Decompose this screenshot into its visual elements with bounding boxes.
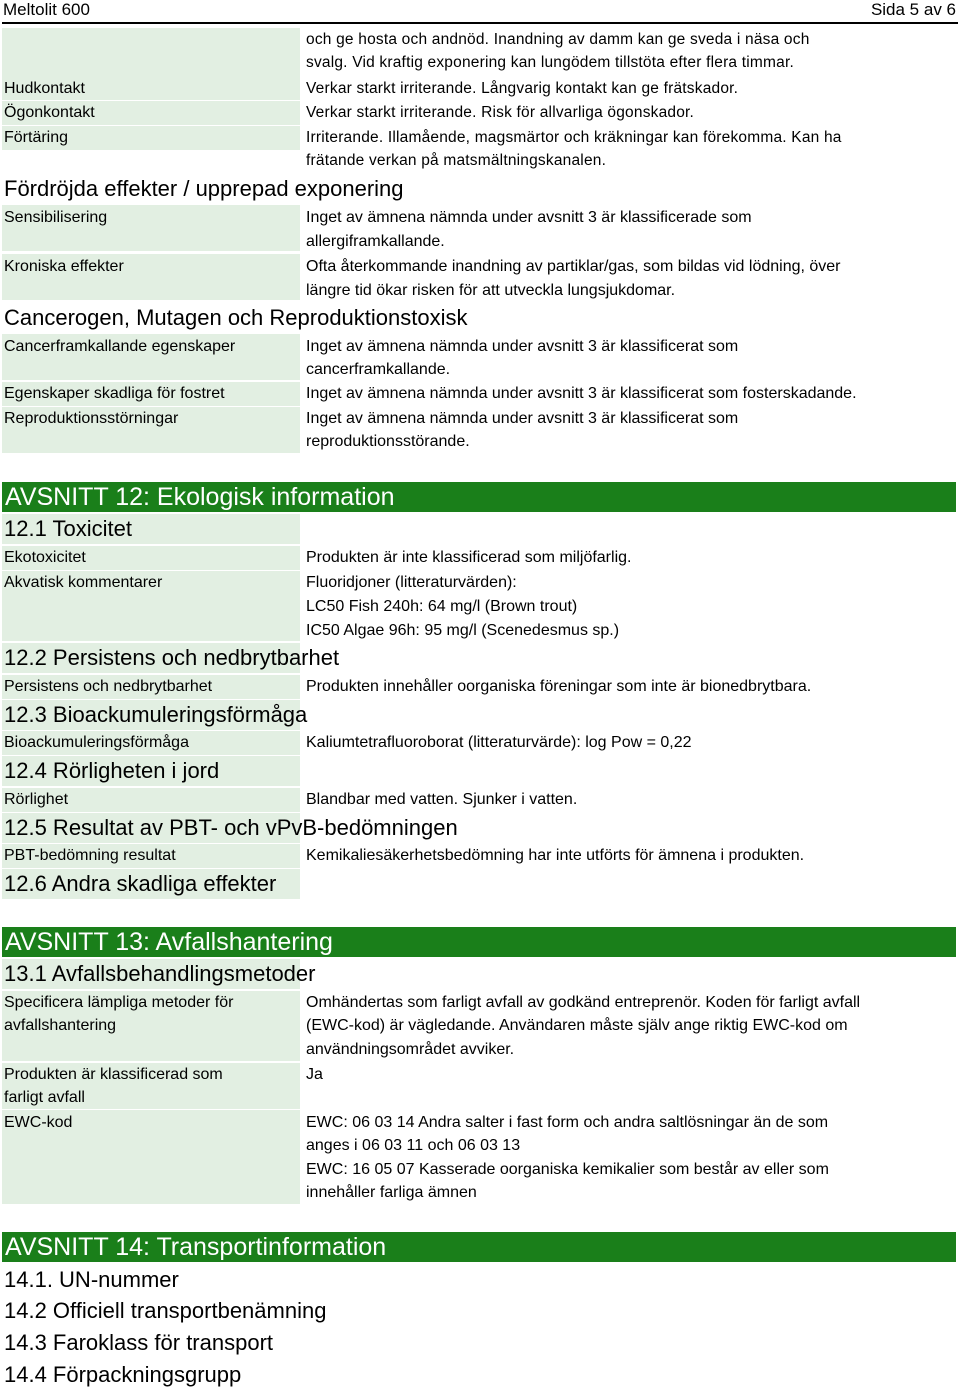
value-ewc-3: EWC: 16 05 07 Kasserade oorganiska kemikalier som består av eller som: [306, 1161, 829, 1178]
value-fortaring-1: Irriterande. Illamående, magsmärtor och kräkningar kan förekomma. Kan ha: [306, 129, 842, 146]
label-reproduktion: Reproduktionsstörningar: [4, 410, 179, 427]
value-hudkontakt: Verkar starkt irriterande. Långvarig kontakt kan ge frätskador.: [306, 80, 739, 97]
value-metoder-2: (EWC-kod) är vägledande. Användaren måste själv ange riktig EWC-kod om: [306, 1017, 848, 1034]
heading-12-2: 12.2 Persistens och nedbrytbarhet: [4, 645, 340, 670]
value-fostret: Inget av ämnena nämnda under avsnitt 3 är klassificerat som fosterskadande.: [306, 385, 857, 402]
value-metoder-1: Omhändertas som farligt avfall av godkänd entreprenör. Koden för farligt avfall: [306, 994, 861, 1011]
heading-12-6: 12.6 Andra skadliga effekter: [4, 871, 277, 896]
value-metoder-3: användningsområdet avviker.: [306, 1041, 515, 1058]
value-kroniska-2: längre tid ökar risken för att utveckla lungsjukdomar.: [306, 282, 676, 299]
heading-delayed-effects: Fördröjda effekter / upprepad exponering: [4, 176, 404, 201]
value-sensibilisering-2: allergiframkallande.: [306, 233, 445, 250]
label-hudkontakt: Hudkontakt: [4, 80, 85, 97]
intro-line-1: och ge hosta och andnöd. Inandning av damm kan ge sveda i näsa och: [306, 31, 810, 48]
value-akvatisk-1: Fluoridjoner (litteraturvärden):: [306, 574, 517, 591]
header-divider: [2, 22, 958, 24]
heading-12-4: 12.4 Rörligheten i jord: [4, 758, 220, 783]
label-farligt-2: farligt avfall: [4, 1089, 85, 1106]
value-akvatisk-2: LC50 Fish 240h: 64 mg/l (Brown trout): [306, 598, 578, 615]
value-cancer-1: Inget av ämnena nämnda under avsnitt 3 är klassificerat som: [306, 338, 739, 355]
label-ewc: EWC-kod: [4, 1114, 73, 1131]
document-title: Meltolit 600: [3, 0, 90, 19]
label-akvatisk: Akvatisk kommentarer: [4, 574, 163, 591]
section-13-title: AVSNITT 13: Avfallshantering: [2, 927, 956, 957]
value-rorlighet: Blandbar med vatten. Sjunker i vatten.: [306, 791, 578, 808]
value-ewc-1: EWC: 06 03 14 Andra salter i fast form och andra saltlösningar än de som: [306, 1114, 829, 1131]
value-bioackumulering: Kaliumtetrafluoroborat (litteraturvärde): log Pow = 0,22: [306, 734, 692, 751]
value-reproduktion-1: Inget av ämnena nämnda under avsnitt 3 är klassificerat som: [306, 410, 739, 427]
label-pbt: PBT-bedömning resultat: [4, 847, 176, 864]
label-farligt-1: Produkten är klassificerad som: [4, 1066, 223, 1083]
value-persistens: Produkten innehåller oorganiska föreningar som inte är bionedbrytbara.: [306, 678, 812, 695]
value-ewc-4: innehåller farliga ämnen: [306, 1184, 477, 1201]
label-bioackumulering: Bioackumuleringsförmåga: [4, 734, 189, 751]
label-cancer: Cancerframkallande egenskaper: [4, 338, 236, 355]
label-persistens: Persistens och nedbrytbarhet: [4, 678, 213, 695]
intro-line-2: svalg. Vid kraftig exponering kan lungödem tillstöta efter flera timmar.: [306, 54, 794, 71]
value-fortaring-2: frätande verkan på matsmältningskanalen.: [306, 152, 607, 169]
label-ogonkontakt: Ögonkontakt: [4, 104, 95, 121]
label-ekotoxicitet: Ekotoxicitet: [4, 549, 86, 566]
heading-14-3: 14.3 Faroklass för transport: [4, 1330, 274, 1355]
label-kroniska: Kroniska effekter: [4, 258, 124, 275]
label-rorlighet: Rörlighet: [4, 791, 69, 808]
heading-12-1: 12.1 Toxicitet: [4, 516, 133, 541]
value-ekotoxicitet: Produkten är inte klassificerad som miljöfarlig.: [306, 549, 632, 566]
label-cell-empty: [2, 28, 300, 76]
value-cancer-2: cancerframkallande.: [306, 361, 451, 378]
value-akvatisk-3: IC50 Algae 96h: 95 mg/l (Scenedesmus sp.): [306, 622, 620, 639]
section-14-title: AVSNITT 14: Transportinformation: [2, 1232, 956, 1262]
page-number: Sida 5 av 6: [870, 0, 956, 19]
label-metoder-2: avfallshantering: [4, 1017, 117, 1034]
value-kroniska-1: Ofta återkommande inandning av partiklar/gas, som bildas vid lödning, över: [306, 258, 841, 275]
heading-12-5: 12.5 Resultat av PBT- och vPvB-bedömningen: [4, 815, 458, 840]
value-sensibilisering-1: Inget av ämnena nämnda under avsnitt 3 är klassificerade som: [306, 209, 752, 226]
label-metoder-1: Specificera lämpliga metoder för: [4, 994, 234, 1011]
label-fostret: Egenskaper skadliga för fostret: [4, 385, 225, 402]
heading-cmr: Cancerogen, Mutagen och Reproduktionstoxisk: [4, 305, 468, 330]
value-reproduktion-2: reproduktionsstörande.: [306, 433, 470, 450]
heading-14-4: 14.4 Förpackningsgrupp: [4, 1362, 242, 1387]
label-sensibilisering: Sensibilisering: [4, 209, 108, 226]
value-pbt: Kemikaliesäkerhetsbedömning har inte utförts för ämnena i produkten.: [306, 847, 805, 864]
value-ewc-2: anges i 06 03 11 och 06 03 13: [306, 1137, 521, 1154]
heading-12-3: 12.3 Bioackumuleringsförmåga: [4, 702, 308, 727]
value-ogonkontakt: Verkar starkt irriterande. Risk för allvarliga ögonskador.: [306, 104, 695, 121]
heading-13-1: 13.1 Avfallsbehandlingsmetoder: [4, 961, 316, 986]
section-12-title: AVSNITT 12: Ekologisk information: [2, 482, 956, 512]
heading-14-1: 14.1. UN-nummer: [4, 1267, 179, 1292]
label-fortaring: Förtäring: [4, 129, 69, 146]
value-farligt: Ja: [306, 1066, 323, 1083]
heading-14-2: 14.2 Officiell transportbenämning: [4, 1298, 327, 1323]
